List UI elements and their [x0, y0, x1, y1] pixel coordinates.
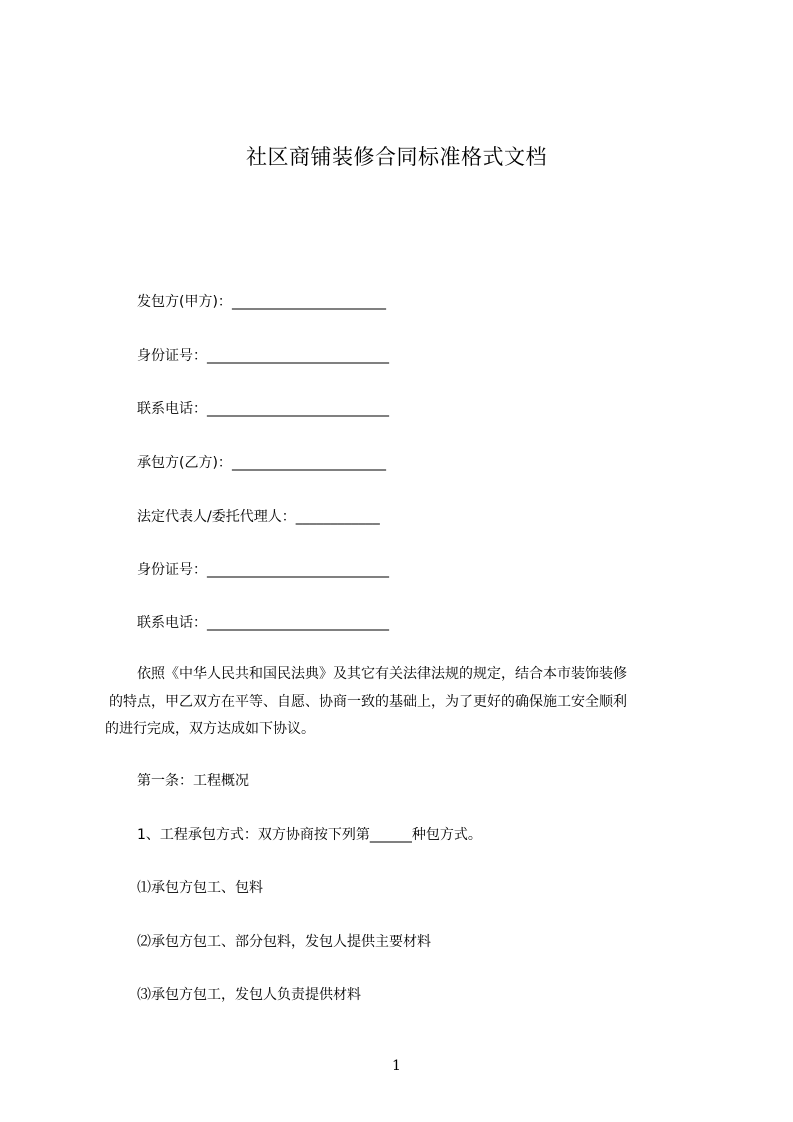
preamble-line-3: 的进行完成，双方达成如下协议。 — [105, 721, 315, 737]
preamble-line-2: 的特点，甲乙双方在平等、自愿、协商一致的基础上，为了更好的确保施工安全顺利 — [109, 693, 627, 710]
field-contractor-phone-label: 联系电话： — [137, 615, 207, 631]
field-client-id-blank: __________________________ — [207, 348, 389, 364]
field-representative-label: 法定代表人/委托代理人： — [137, 509, 296, 525]
field-contractor-id-label: 身份证号： — [137, 562, 207, 578]
field-representative-blank: ____________ — [295, 509, 380, 525]
field-client-id-label: 身份证号： — [137, 348, 207, 364]
field-client-id — [137, 346, 389, 366]
option-1: ⑴承包方包工、包料 — [137, 880, 263, 896]
field-client-label: 发包方(甲方)： — [137, 294, 232, 310]
item-1-contract-method: 1、工程承包方式：双方协商按下列第______种包方式。 — [137, 827, 482, 843]
field-client — [137, 292, 386, 312]
document-title: 社区商铺装修合同标准格式文档 — [246, 145, 547, 169]
field-client-blank: ______________________ — [231, 294, 386, 310]
option-2: ⑵承包方包工、部分包料，发包人提供主要材料 — [137, 934, 431, 950]
field-contractor-phone — [137, 613, 389, 633]
field-client-phone-label: 联系电话： — [137, 401, 207, 417]
field-contractor-id — [137, 560, 389, 580]
field-contractor-id-blank: __________________________ — [207, 562, 389, 578]
field-client-phone — [137, 399, 389, 419]
article-1-heading: 第一条：工程概况 — [137, 773, 249, 789]
preamble-paragraph — [105, 661, 699, 744]
option-3: ⑶承包方包工，发包人负责提供材料 — [137, 987, 361, 1003]
field-contractor — [137, 453, 386, 473]
page-number: 1 — [392, 1058, 401, 1074]
field-contractor-blank: ______________________ — [231, 455, 386, 471]
preamble-line-1: 依照《中华人民共和国民法典》及其它有关法律法规的规定，结合本市装饰装修 — [137, 666, 627, 682]
field-client-phone-blank: __________________________ — [207, 401, 389, 417]
field-contractor-phone-blank: __________________________ — [207, 615, 389, 631]
field-contractor-label: 承包方(乙方)： — [137, 455, 232, 471]
field-representative — [137, 507, 380, 527]
